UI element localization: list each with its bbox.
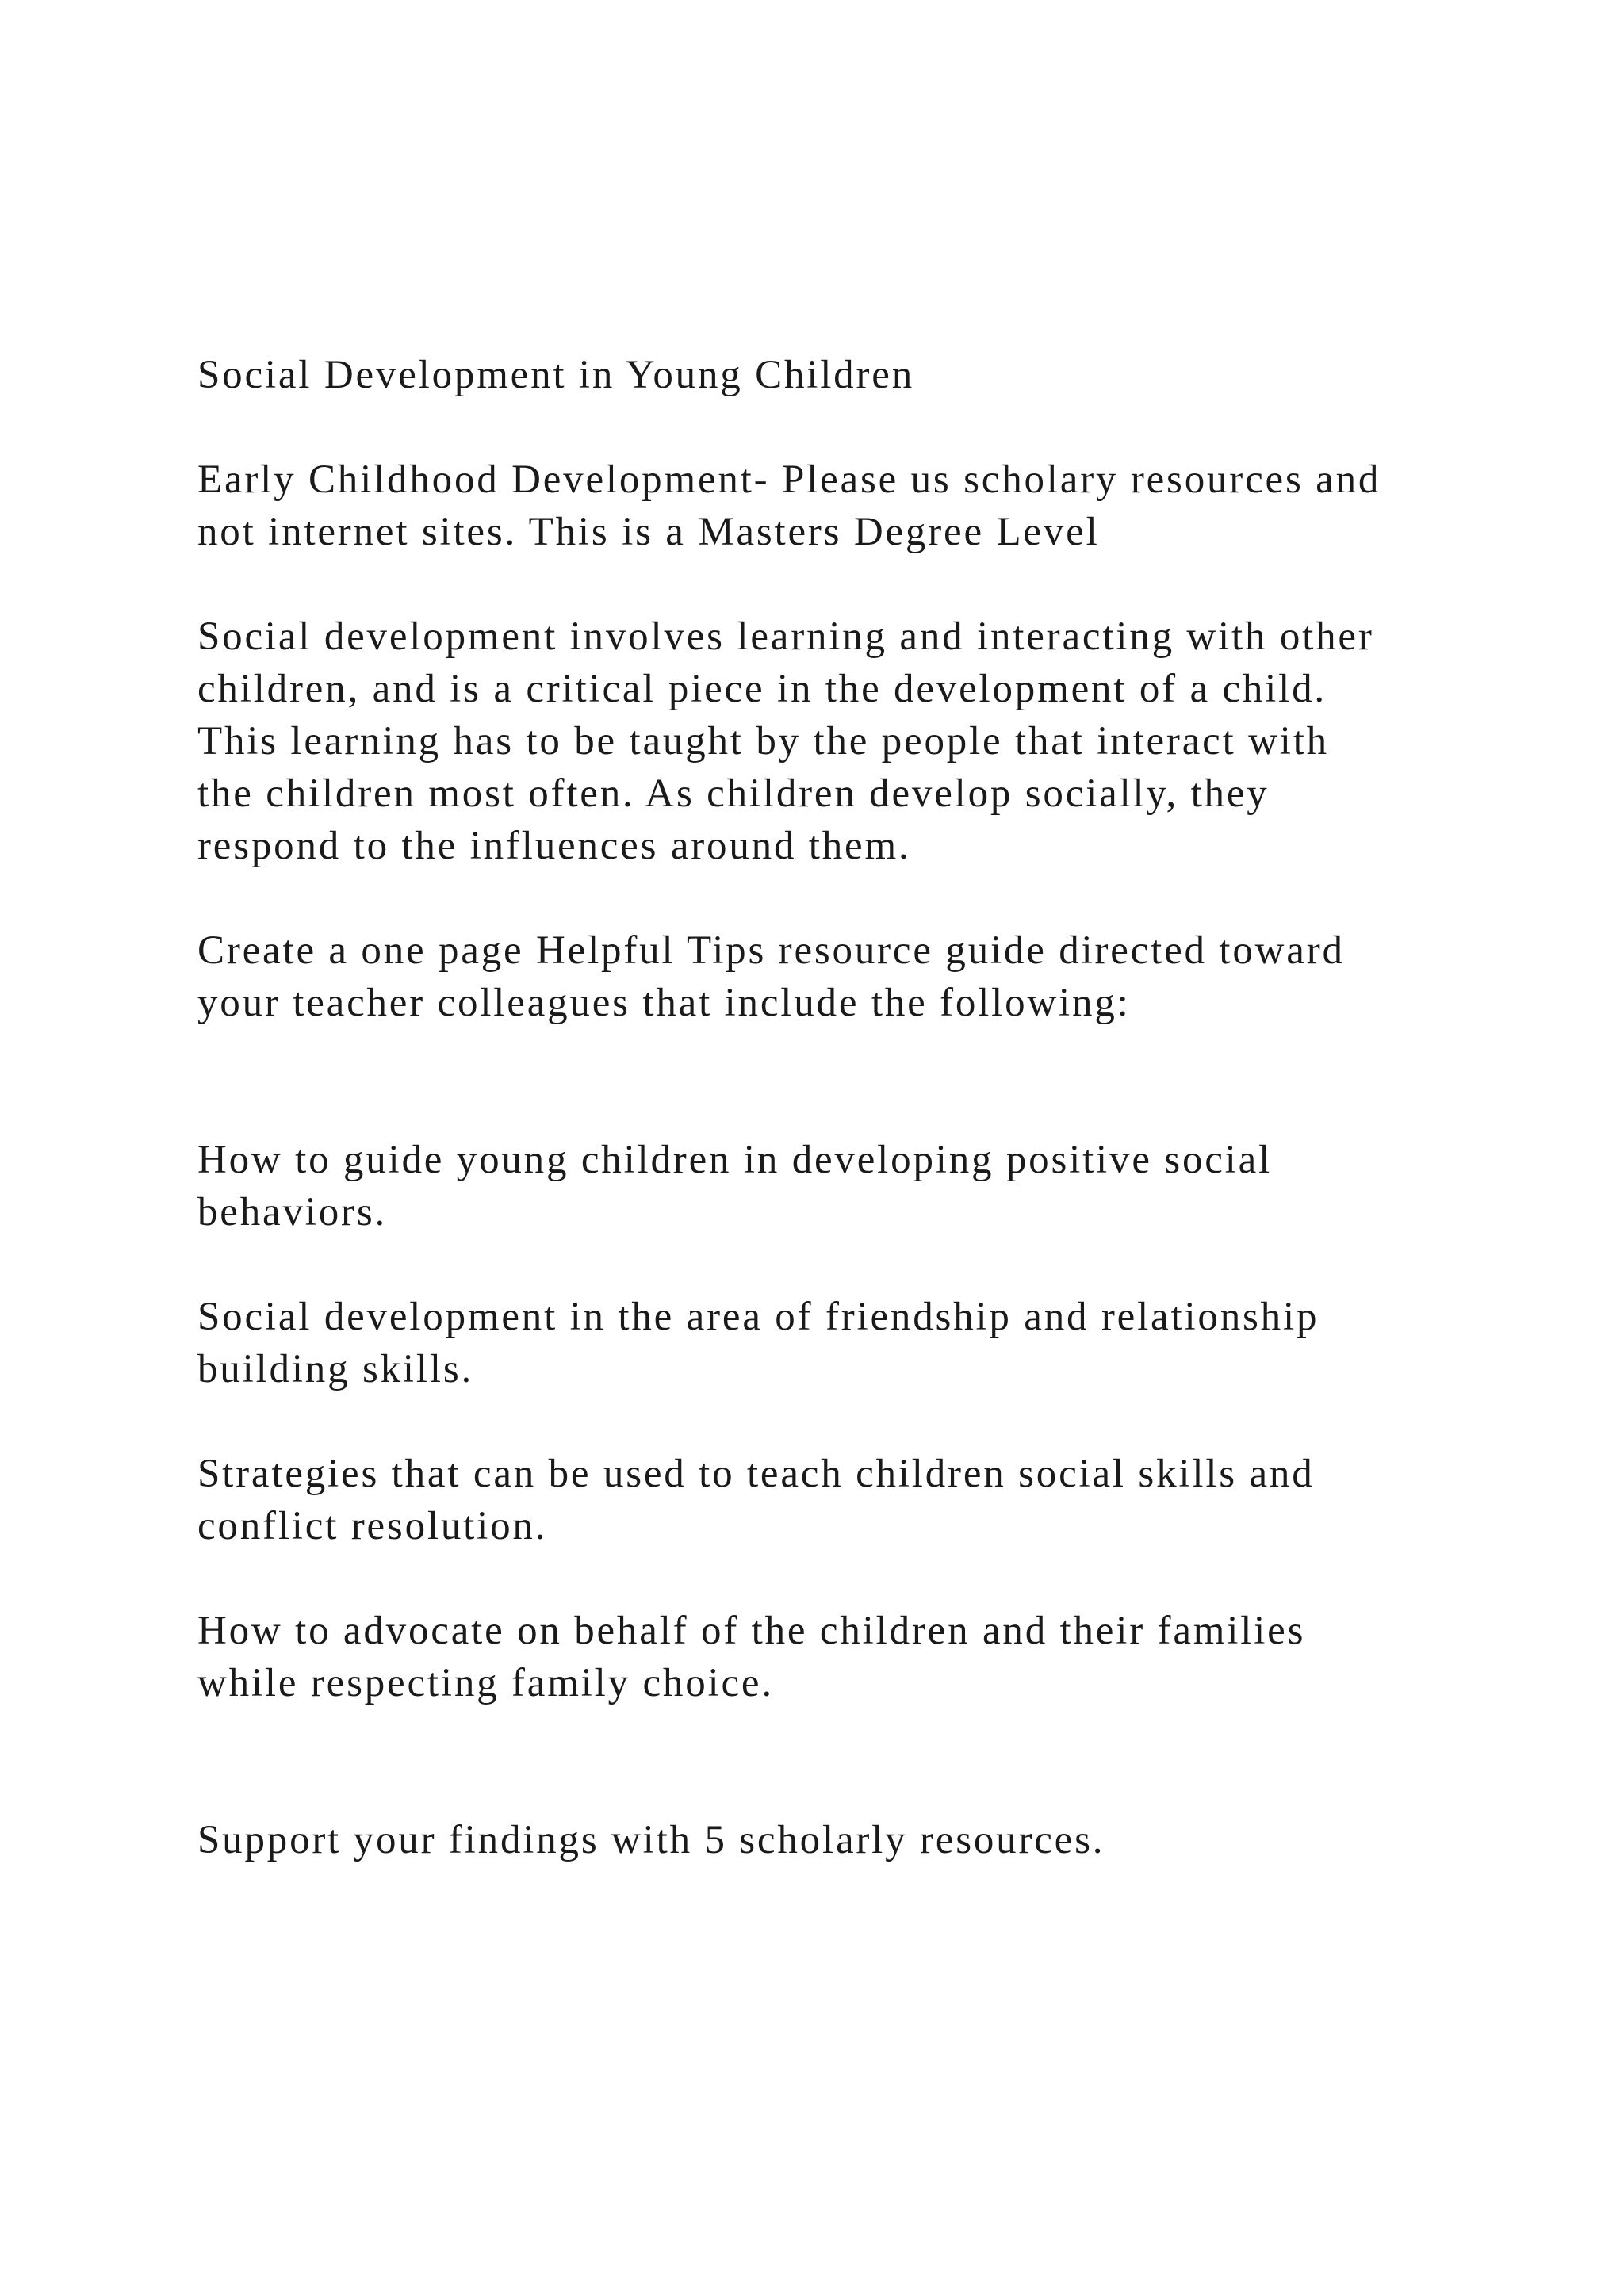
description-line: This learning has to be taught by the people that interact with [197, 719, 1329, 763]
requirement-line: Strategies that can be used to teach children social skills and [197, 1452, 1315, 1496]
intro-paragraph [197, 453, 1545, 558]
requirement-line: How to advocate on behalf of the children and their families [197, 1609, 1306, 1653]
instructions-line: your teacher colleagues that include the following: [197, 981, 1131, 1025]
requirement-item [197, 1605, 1545, 1709]
requirement-line: How to guide young children in developing positive social [197, 1138, 1273, 1182]
description-line: respond to the influences around them. [197, 824, 911, 868]
instructions-paragraph [197, 924, 1545, 1029]
document-title [197, 349, 1545, 401]
requirement-item [197, 1291, 1545, 1395]
description-line: the children most often. As children develop socially, they [197, 771, 1270, 816]
requirement-line: building skills. [197, 1347, 474, 1391]
requirement-item [197, 1448, 1545, 1552]
requirement-line: behaviors. [197, 1190, 388, 1234]
requirement-line: while respecting family choice. [197, 1661, 774, 1705]
instructions-line: Create a one page Helpful Tips resource guide directed toward [197, 928, 1345, 973]
closing-paragraph [197, 1814, 1545, 1866]
requirement-line: Social development in the area of friendship and relationship [197, 1295, 1320, 1339]
requirement-item [197, 1134, 1545, 1238]
closing-line: Support your findings with 5 scholarly resources. [197, 1818, 1105, 1862]
intro-line: Early Childhood Development- Please us scholary resources and [197, 457, 1381, 502]
document-body [197, 349, 1545, 1866]
description-line: Social development involves learning and interacting with other [197, 614, 1374, 659]
intro-line: not internet sites. This is a Masters Degree Level [197, 510, 1100, 554]
title-line: Social Development in Young Children [197, 353, 914, 397]
description-paragraph [197, 610, 1545, 872]
description-line: children, and is a critical piece in the development of a child. [197, 667, 1327, 711]
requirement-line: conflict resolution. [197, 1504, 548, 1548]
